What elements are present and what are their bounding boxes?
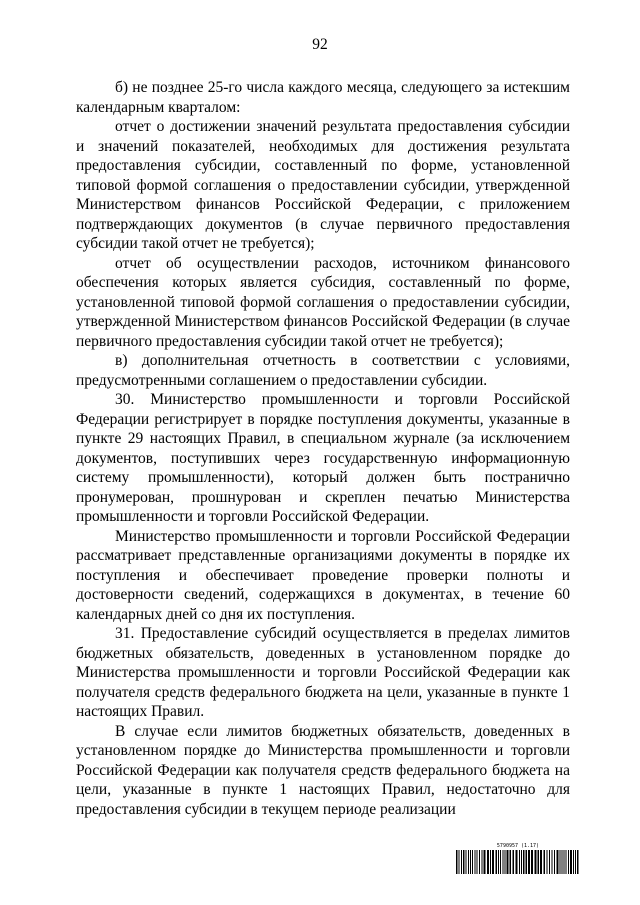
- barcode-icon: [456, 850, 580, 874]
- barcode-bar: [566, 850, 567, 874]
- paragraph-6: Министерство промышленности и торговли Российской Федерации рассматривает представленные организациями документы в порядке их поступления и обеспечивает проведение проверки полноты и достоверности сведений, содержащихся в документах, в течение 60 календарных дней со дня их поступления.: [76, 527, 570, 623]
- paragraph-8: В случае если лимитов бюджетных обязательств, доведенных в установленном порядке до Министерства промышленности и торговли Российской Федерации как получателя средств федерального бюджета на цели, указанные в пункте 1 настоящих Правил, недостаточно для предоставления субсидии в текущем периоде реализации: [76, 722, 570, 818]
- barcode-bar: [470, 850, 471, 874]
- barcode-bar: [557, 850, 559, 874]
- barcode-bar: [487, 850, 489, 874]
- paragraph-1: б) не позднее 25-го числа каждого месяца, следующего за истекшим календарным кварталом:: [76, 79, 570, 116]
- barcode-bar: [562, 850, 563, 874]
- barcode-bar: [461, 850, 462, 874]
- barcode-bar: [459, 850, 460, 874]
- barcode-number: 5790957 (1.17): [496, 843, 540, 849]
- barcode-bar: [490, 850, 491, 874]
- barcode-bar: [468, 850, 469, 874]
- barcode-bar: [505, 850, 506, 874]
- barcode-bar: [544, 850, 546, 874]
- barcode-bar: [549, 850, 550, 874]
- barcode-bar: [577, 850, 579, 874]
- barcode-bar: [472, 850, 473, 874]
- body-text: [76, 78, 570, 819]
- barcode-bar: [552, 850, 553, 874]
- barcode-bar: [540, 850, 542, 874]
- barcode-bar: [570, 850, 572, 874]
- barcode-bar: [526, 850, 528, 874]
- paragraph-3: отчет об осуществлении расходов, источником финансового обеспечения которых является субсидия, составленный по форме, установленной типовой формой соглашения о предоставлении субсидии, утвержденной Министерством финансов Российской Федерации (в случае первичного предоставления субсидии такой отчет не требуется);: [76, 254, 570, 350]
- barcode-bar: [479, 850, 480, 874]
- barcode-bar: [538, 850, 540, 874]
- barcode-bar: [507, 850, 509, 874]
- barcode-bar: [477, 850, 478, 874]
- barcode-bar: [564, 850, 565, 874]
- barcode-bar: [568, 850, 569, 874]
- barcode-bar: [521, 850, 522, 874]
- barcode-bar: [554, 850, 555, 874]
- barcode-bar: [498, 850, 499, 874]
- barcode-bar: [575, 850, 576, 874]
- paragraph-2: отчет о достижении значений результата предоставления субсидии и значений показателей, необходимых для достижения результата предоставления субсидии, составленный по форме, установленной типовой формой соглашения о предоставлении субсидии, утвержденной Министерством финансов Российской Федерации, с приложением подтверждающих документов (в случае первичного предоставления субсидии такой отчет не требуется);: [76, 118, 570, 252]
- barcode-bar: [475, 850, 476, 874]
- page-number: 92: [312, 36, 328, 53]
- barcode-bar: [510, 850, 512, 874]
- barcode-bar: [463, 850, 465, 874]
- paragraph-7: 31. Предоставление субсидий осуществляется в пределах лимитов бюджетных обязательств, доведенных в установленном порядке до Министерства промышленности и торговли Российской Федерации как получателя средств федерального бюджета на цели, указанные в пункте 1 настоящих Правил.: [76, 625, 570, 720]
- barcode-bar: [519, 850, 520, 874]
- barcode-bar: [535, 850, 537, 874]
- barcode-bar: [516, 850, 518, 874]
- barcode-bar: [482, 850, 483, 874]
- barcode-bar: [528, 850, 530, 874]
- paragraph-5: 30. Министерство промышленности и торговли Российской Федерации регистрирует в порядке поступления документы, указанные в пункте 29 настоящих Правил, в специальном журнале (за исключением документов, поступивших через государственную информационную систему промышленности), который должен быть постранично пронумерован, прошнурован и скреплен печатью Министерства промышленности и торговли Российской Федерации.: [76, 391, 570, 525]
- barcode-bar: [484, 850, 486, 874]
- barcode-bar: [496, 850, 498, 874]
- barcode-bar: [531, 850, 533, 874]
- barcode-bar: [492, 850, 494, 874]
- barcode-bar: [547, 850, 548, 874]
- barcode-bar: [456, 850, 458, 874]
- barcode-bar: [523, 850, 525, 874]
- paragraph-4: в) дополнительная отчетность в соответствии с условиями, предусмотренными соглашением о предоставлении субсидии.: [76, 352, 570, 389]
- barcode: [456, 843, 580, 875]
- barcode-bar: [513, 850, 515, 874]
- barcode-bar: [573, 850, 574, 874]
- barcode-bar: [466, 850, 467, 874]
- barcode-bar: [503, 850, 504, 874]
- barcode-bar: [560, 850, 561, 874]
- barcode-bar: [500, 850, 501, 874]
